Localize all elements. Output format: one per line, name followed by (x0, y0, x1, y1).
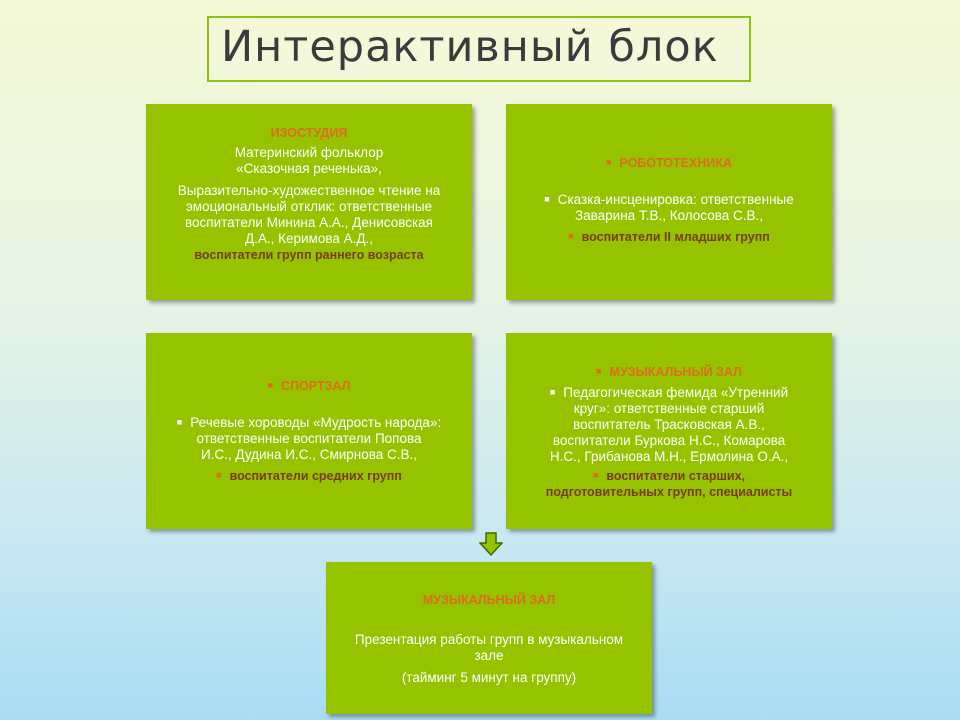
block-music-header: МУЗЫКАЛЬНЫЙ ЗАЛ (609, 365, 742, 379)
block-izostudia-line-1: Материнский фольклор (234, 145, 384, 160)
square-bullet-icon: ■ (216, 470, 222, 480)
block-robotics-desc-2: Заварина Т.В., Колосова С.В., (574, 208, 764, 223)
block-music-desc-4: воспитатели Буркова Н.С., Комарова (552, 433, 786, 448)
block-izostudia-desc-1: Выразительно-художественное чтение на (177, 183, 441, 198)
block-music-desc-1: Педагогическая фемида «Утренний (563, 385, 789, 400)
block-izostudia-header: ИЗОСТУДИЯ (270, 126, 348, 140)
block-izostudia-line-2: «Сказочная реченька», (236, 161, 382, 176)
square-bullet-icon: ■ (592, 470, 599, 480)
block-sportzal-note-row (146, 467, 472, 484)
block-sportzal-desc-2: ответственные воспитатели Попова (196, 431, 422, 446)
block-izostudia-desc-2: эмоциональный отклик: ответственные (185, 199, 433, 214)
block-final-music-hall (326, 562, 652, 714)
block-music-note-row (506, 467, 832, 484)
square-bullet-icon: ■ (267, 380, 274, 390)
block-music-desc-3: воспитатель Трасковская А.В., (573, 417, 765, 432)
block-music-header-row (506, 363, 832, 380)
block-sportzal-desc-3: И.С., Дудина И.С., Смирнова С.В., (200, 447, 418, 462)
block-izostudia-desc-3: воспитатели Минина А.А., Денисовская (185, 215, 433, 230)
slide-title: Интерактивный блок (221, 22, 719, 72)
arrow-down-icon (479, 532, 503, 556)
block-robotics-note: воспитатели II младших групп (581, 230, 770, 244)
block-final-timing: (тайминг 5 минут на группу) (401, 670, 577, 685)
block-robotics-desc-1: Сказка-инсценировка: ответственные (557, 192, 794, 207)
block-music-desc-5: Н.С., Грибанова М.Н., Ермолина О.А., (549, 449, 789, 464)
block-robotics-header: РОБОТОТЕХНИКА (619, 156, 733, 170)
block-sportzal-desc-1: Речевые хороводы «Мудрость народа»: (190, 415, 442, 430)
block-sportzal (146, 333, 472, 529)
block-sportzal-note: воспитатели средних групп (229, 469, 402, 483)
square-bullet-icon: ■ (544, 194, 550, 204)
block-robotics (506, 104, 832, 300)
block-robotics-header-row (506, 154, 832, 171)
block-sportzal-header: СПОРТЗАЛ (281, 379, 351, 393)
block-music-desc-2: круг»: ответственные старший (573, 401, 765, 416)
block-robotics-note-row (506, 228, 832, 245)
block-izostudia-note: воспитатели групп раннего возраста (194, 248, 424, 262)
block-music-note-1: воспитатели старших, (606, 469, 746, 483)
block-robotics-desc-row (506, 191, 832, 208)
slide-title-box (207, 16, 751, 82)
square-bullet-icon: ■ (176, 417, 183, 427)
block-music-note-2: подготовительных групп, специалисты (545, 485, 793, 499)
block-music-desc-row (506, 384, 832, 401)
square-bullet-icon: ■ (605, 157, 612, 167)
block-final-desc-1: Презентация работы групп в музыкальном (354, 632, 624, 647)
block-sportzal-desc-row (146, 414, 472, 431)
block-izostudia-desc-4: Д.А., Керимова А.Д., (244, 231, 374, 246)
square-bullet-icon: ■ (549, 387, 556, 397)
square-bullet-icon: ■ (568, 231, 574, 241)
block-final-header: МУЗЫКАЛЬНЫЙ ЗАЛ (422, 593, 556, 607)
block-final-desc-2: зале (474, 648, 504, 663)
block-izostudia (146, 104, 472, 300)
square-bullet-icon: ■ (596, 366, 602, 376)
block-sportzal-header-row (146, 377, 472, 394)
block-music-hall (506, 333, 832, 529)
